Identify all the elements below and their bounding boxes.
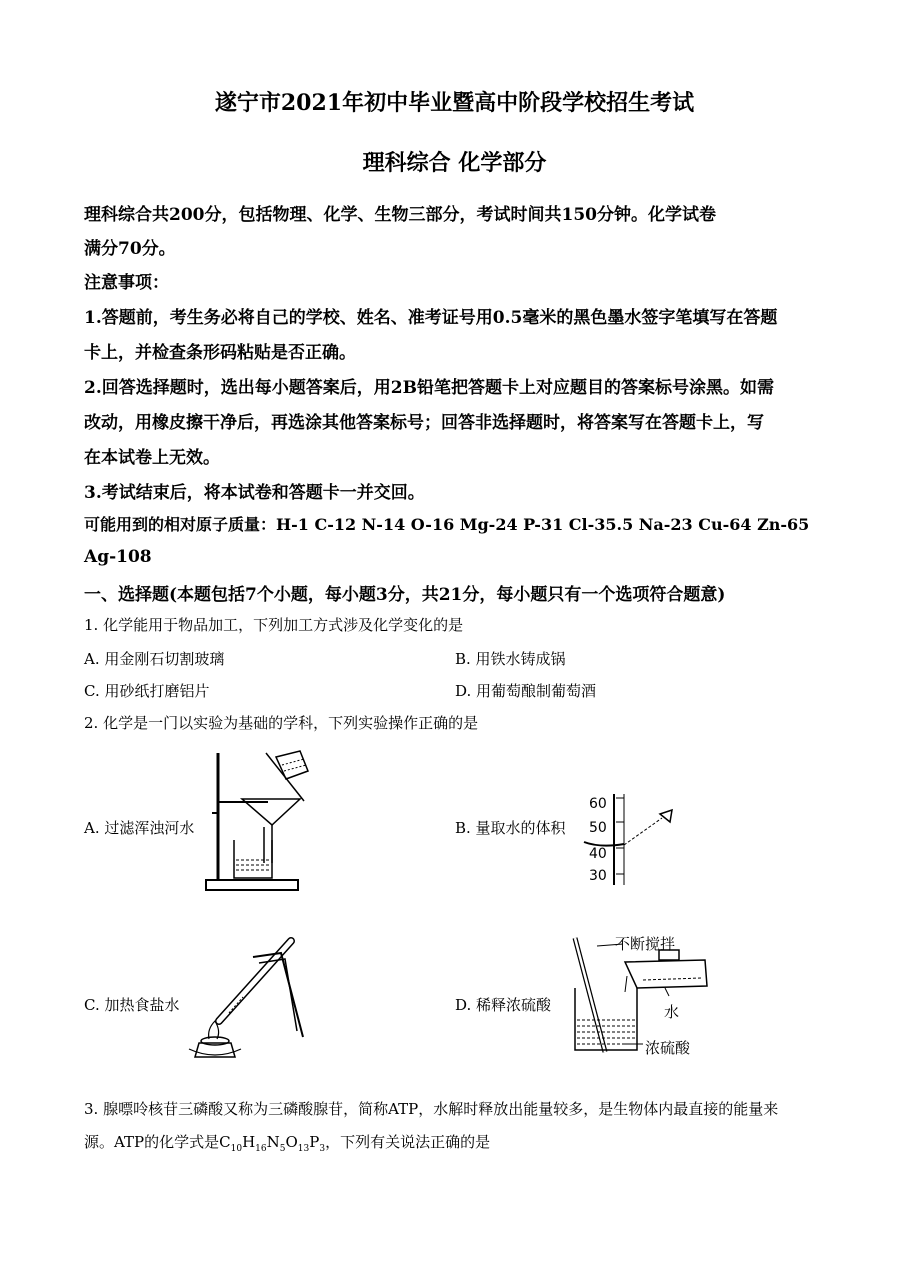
acid-label: 浓硫酸 — [645, 1039, 691, 1057]
note-2-line-1: 2.回答选择题时，选出每小题答案后，用2B铅笔把答题卡上对应题目的答案标号涂黑。如需 — [84, 378, 774, 398]
atomic-masses-line-2: Ag-108 — [84, 547, 152, 567]
q2-option-a-label: A. 过滤浑浊河水 — [84, 819, 195, 837]
q1-option-c: C. 用砂纸打磨铝片 — [84, 682, 210, 700]
q2-option-c-label: C. 加热食盐水 — [84, 996, 180, 1014]
q2-stem: 2. 化学是一门以实验为基础的学科，下列实验操作正确的是 — [84, 714, 479, 732]
q1-stem: 1. 化学能用于物品加工，下列加工方式涉及化学变化的是 — [84, 616, 464, 634]
q3-stem-prefix: 源。ATP的化学式是 — [84, 1133, 220, 1151]
exam-title: 遂宁市2021年初中毕业暨高中阶段学校招生考试 — [214, 90, 695, 116]
cylinder-tick-30: 30 — [589, 868, 607, 884]
heating-test-tube-figure — [185, 935, 310, 1063]
water-label: 水 — [664, 1003, 680, 1021]
note-2-line-2: 改动，用橡皮擦干净后，再选涂其他答案标号；回答非选择题时，将答案写在答题卡上，写 — [84, 413, 764, 433]
q2-option-d-label: D. 稀释浓硫酸 — [455, 996, 552, 1014]
filtration-apparatus-figure — [200, 745, 310, 893]
q3-stem-line-1: 3. 腺嘌呤核苷三磷酸又称为三磷酸腺苷，简称ATP，水解时释放出能量较多，是生物体内最直接的能量来 — [84, 1100, 779, 1118]
exam-subtitle: 理科综合 化学部分 — [362, 150, 547, 176]
intro-line-1: 理科综合共200分，包括物理、化学、生物三部分，考试时间共150分钟。化学试卷 — [84, 205, 716, 225]
q1-option-a: A. 用金刚石切割玻璃 — [84, 650, 225, 668]
note-1-line-2: 卡上，并检查条形码粘贴是否正确。 — [84, 343, 356, 363]
atp-formula: $C_{10}H_{16}N_5O_{13}P_3$ — [219, 1133, 326, 1154]
q3-stem-suffix: ，下列有关说法正确的是 — [325, 1133, 491, 1151]
q1-option-d: D. 用葡萄酿制葡萄酒 — [455, 682, 597, 700]
atomic-masses-line-1: 可能用到的相对原子质量：H-1 C-12 N-14 O-16 Mg-24 P-31 Cl-35.5 Na-23 Cu-64 Zn-65 — [84, 515, 810, 534]
section-heading: 一、选择题(本题包括7个小题，每小题3分，共21分，每小题只有一个选项符合题意) — [84, 585, 726, 605]
q2-option-b-label: B. 量取水的体积 — [455, 819, 566, 837]
cylinder-tick-50: 50 — [589, 820, 607, 836]
intro-line-2: 满分70分。 — [84, 239, 176, 259]
cylinder-tick-40: 40 — [589, 846, 607, 862]
stir-label: 不断搅拌 — [615, 935, 676, 953]
cylinder-tick-60: 60 — [589, 796, 607, 812]
note-1-line-1: 1.答题前，考生务必将自己的学校、姓名、准考证号用0.5毫米的黑色墨水签字笔填写在答题 — [84, 308, 778, 328]
q3-stem-line-2 — [84, 1131, 490, 1154]
note-2-line-3: 在本试卷上无效。 — [84, 448, 220, 468]
notice-heading: 注意事项： — [84, 273, 169, 293]
q1-option-b: B. 用铁水铸成锅 — [455, 650, 566, 668]
note-3: 3.考试结束后，将本试卷和答题卡一并交回。 — [84, 483, 425, 503]
